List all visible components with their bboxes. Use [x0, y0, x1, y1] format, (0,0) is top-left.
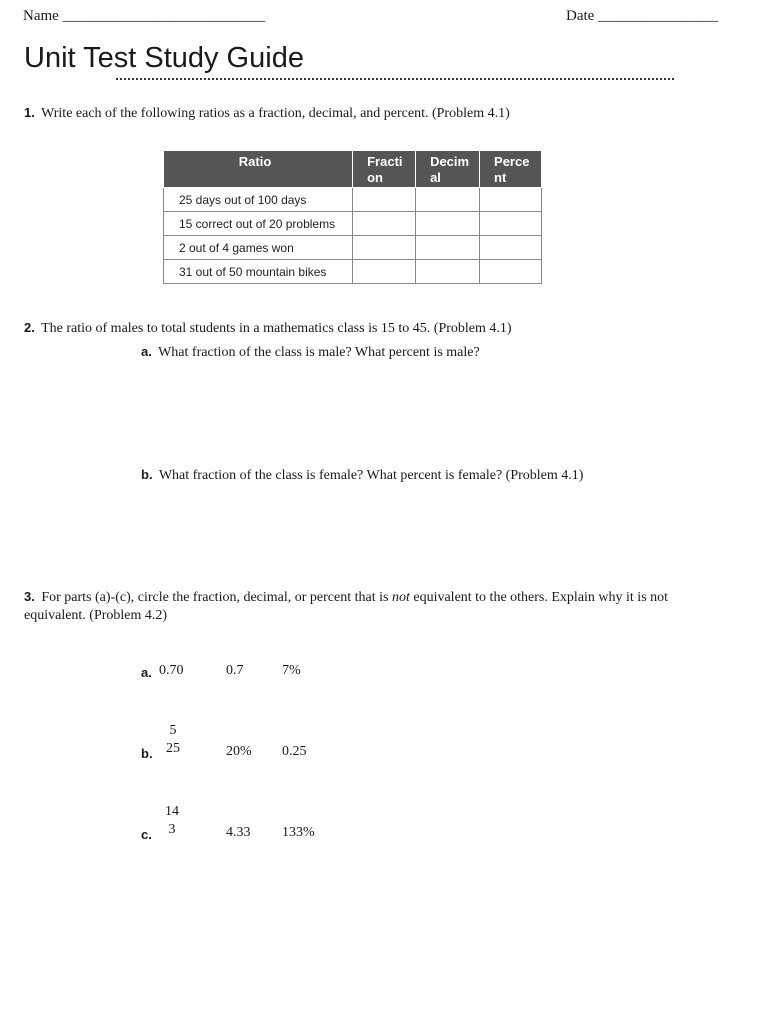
question-2 [24, 319, 512, 338]
part-c-numerator: 14 [165, 804, 179, 819]
ratio-cell: 2 out of 4 games won [164, 236, 353, 260]
question-2b-text: What fraction of the class is female? What percent is female? (Problem 4.1) [158, 468, 584, 483]
part-b-numerator: 5 [169, 723, 177, 738]
name-field[interactable] [23, 8, 265, 25]
decimal-answer-cell[interactable] [416, 236, 480, 260]
question-1-text: Write each of the following ratios as a fraction, decimal, and percent. (Problem 4.1) [41, 106, 510, 121]
table-row [164, 188, 542, 212]
fraction-answer-cell[interactable] [353, 260, 416, 284]
question-2a-label: a. [141, 344, 152, 359]
fraction-answer-cell[interactable] [353, 188, 416, 212]
ratio-table [163, 150, 542, 284]
part-b-label: b. [141, 746, 153, 761]
ratio-cell: 25 days out of 100 days [164, 188, 353, 212]
column-header-percent: Perce nt [480, 151, 542, 188]
title-divider [116, 78, 674, 80]
question-2b [141, 466, 583, 485]
table-row [164, 260, 542, 284]
name-blank[interactable]: ___________________________ [62, 8, 266, 24]
part-a-choice-2[interactable]: 0.7 [226, 663, 244, 678]
question-2a [141, 343, 480, 362]
question-1 [24, 104, 510, 123]
percent-answer-cell[interactable] [480, 212, 542, 236]
name-label: Name [23, 8, 59, 24]
ratio-cell: 15 correct out of 20 problems [164, 212, 353, 236]
question-3-emphasis: not [391, 590, 410, 605]
part-a-choice-3[interactable]: 7% [282, 663, 301, 678]
table-row [164, 236, 542, 260]
part-c-label: c. [141, 827, 152, 842]
part-c-choice-3[interactable]: 133% [282, 825, 315, 840]
date-field[interactable] [566, 8, 718, 25]
part-c-denominator: 3 [168, 822, 176, 837]
question-3-text-line2: equivalent. (Problem 4.2) [24, 608, 168, 623]
part-c-fraction[interactable] [161, 803, 183, 839]
question-2-number: 2. [24, 320, 35, 335]
part-b-fraction[interactable] [162, 722, 184, 758]
ratio-cell: 31 out of 50 mountain bikes [164, 260, 353, 284]
part-c-choice-2[interactable]: 4.33 [226, 825, 251, 840]
question-3-number: 3. [24, 589, 35, 604]
decimal-answer-cell[interactable] [416, 212, 480, 236]
question-2a-text: What fraction of the class is male? What percent is male? [158, 345, 480, 360]
part-b-choice-2[interactable]: 20% [226, 744, 252, 759]
decimal-answer-cell[interactable] [416, 260, 480, 284]
question-3-text-after: equivalent to the others. Explain why it is not [409, 590, 669, 605]
question-2b-label: b. [141, 467, 153, 482]
decimal-answer-cell[interactable] [416, 188, 480, 212]
page-title: Unit Test Study Guide [24, 42, 304, 74]
table-header-row [164, 151, 542, 188]
question-1-number: 1. [24, 105, 35, 120]
date-blank[interactable]: ________________ [598, 8, 719, 24]
part-b-denominator: 25 [166, 741, 180, 756]
question-2-text: The ratio of males to total students in a mathematics class is 15 to 45. (Problem 4.1) [41, 321, 512, 336]
question-3 [24, 588, 724, 625]
percent-answer-cell[interactable] [480, 236, 542, 260]
percent-answer-cell[interactable] [480, 188, 542, 212]
part-a-label: a. [141, 665, 152, 680]
fraction-answer-cell[interactable] [353, 212, 416, 236]
column-header-decimal: Decim al [416, 151, 480, 188]
part-b-choice-3[interactable]: 0.25 [282, 744, 307, 759]
column-header-ratio: Ratio [164, 151, 353, 188]
part-a-choice-1[interactable]: 0.70 [159, 663, 184, 678]
question-3-text-before: For parts (a)-(c), circle the fraction, decimal, or percent that is [41, 590, 392, 605]
table-row [164, 212, 542, 236]
column-header-fraction: Fracti on [353, 151, 416, 188]
fraction-answer-cell[interactable] [353, 236, 416, 260]
percent-answer-cell[interactable] [480, 260, 542, 284]
date-label: Date [566, 8, 595, 24]
